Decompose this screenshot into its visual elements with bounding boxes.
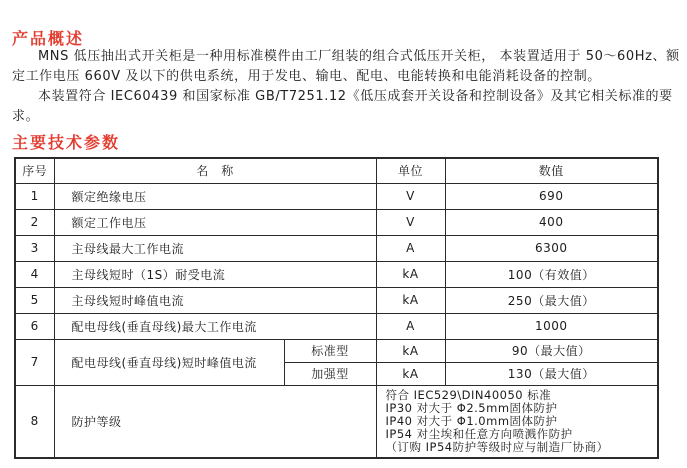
row-2-no: 2 — [15, 209, 54, 235]
table-row-2 — [15, 209, 658, 235]
product-overview-text — [12, 47, 684, 127]
row-8-name: 防护等级 — [54, 385, 376, 458]
row-6-unit: A — [376, 313, 445, 339]
row-7-name: 配电母线(垂直母线)短时峰值电流 — [54, 339, 284, 385]
overview-paragraph-2: 本装置符合 IEC60439 和国家标准 GB/T7251.12《低压成套开关设备和控制设备》及其它相关标准的要求。 — [12, 89, 673, 124]
row-4-no: 4 — [15, 261, 54, 287]
row-2-unit: V — [376, 209, 445, 235]
row-6-name: 配电母线(垂直母线)最大工作电流 — [54, 313, 376, 339]
tech-params-table — [14, 157, 659, 459]
table-row-1 — [15, 183, 658, 209]
protection-line-5: （订购 IP54防护等级时应与制造厂协商） — [385, 439, 609, 454]
table-row-4 — [15, 261, 658, 287]
product-overview-title: 产品概述 — [12, 29, 85, 48]
row-5-no: 5 — [15, 287, 54, 313]
row-6-no: 6 — [15, 313, 54, 339]
header-value: 数值 — [445, 158, 658, 183]
protection-line-4: IP54 对尘埃和任意方向喷溅作防护 — [385, 426, 573, 441]
row-4-value: 100（有效值） — [445, 261, 658, 287]
row-7-no: 7 — [15, 339, 54, 385]
row-8-protection-details — [376, 385, 658, 458]
row-7-variant-reinforced-type: 加强型 — [284, 362, 376, 385]
row-3-unit: A — [376, 235, 445, 261]
row-7-variant-standard-value: 90（最大值） — [445, 339, 658, 362]
row-5-unit: kA — [376, 287, 445, 313]
table-row-5 — [15, 287, 658, 313]
protection-line-1: 符合 IEC529\DIN40050 标准 — [385, 387, 552, 402]
tech-params-title: 主要技术参数 — [12, 133, 121, 152]
row-1-value: 690 — [445, 183, 658, 209]
row-4-unit: kA — [376, 261, 445, 287]
protection-line-3: IP40 对大于 Φ1.0mm固体防护 — [385, 413, 558, 428]
row-7-variant-standard-type: 标准型 — [284, 339, 376, 362]
table-header-row — [15, 158, 658, 183]
header-no: 序号 — [15, 158, 54, 183]
protection-line-2: IP30 对大于 Φ2.5mm固体防护 — [385, 400, 558, 415]
row-3-value: 6300 — [445, 235, 658, 261]
row-1-no: 1 — [15, 183, 54, 209]
row-4-name: 主母线短时（1S）耐受电流 — [54, 261, 376, 287]
header-unit: 单位 — [376, 158, 445, 183]
table-row-3 — [15, 235, 658, 261]
overview-paragraph-1: MNS 低压抽出式开关柜是一种用标准模件由工厂组装的组合式低压开关柜， 本装置适用于 50～60Hz、额定工作电压 660V 及以下的供电系统，用于发电、输电、配电、电能转换和电能消耗设备的控制。 — [12, 49, 680, 84]
row-5-value: 250（最大值） — [445, 287, 658, 313]
row-7-variant-reinforced-value: 130（最大值） — [445, 362, 658, 385]
row-2-value: 400 — [445, 209, 658, 235]
row-2-name: 额定工作电压 — [54, 209, 376, 235]
row-6-value: 1000 — [445, 313, 658, 339]
row-1-name: 额定绝缘电压 — [54, 183, 376, 209]
row-5-name: 主母线短时峰值电流 — [54, 287, 376, 313]
row-3-no: 3 — [15, 235, 54, 261]
table-row-8 — [15, 385, 658, 458]
row-7-variant-standard-unit: kA — [376, 339, 445, 362]
row-8-no: 8 — [15, 385, 54, 458]
header-name: 名 称 — [54, 158, 376, 183]
row-3-name: 主母线最大工作电流 — [54, 235, 376, 261]
table-row-7-standard — [15, 339, 658, 362]
table-row-6 — [15, 313, 658, 339]
row-1-unit: V — [376, 183, 445, 209]
row-7-variant-reinforced-unit: kA — [376, 362, 445, 385]
